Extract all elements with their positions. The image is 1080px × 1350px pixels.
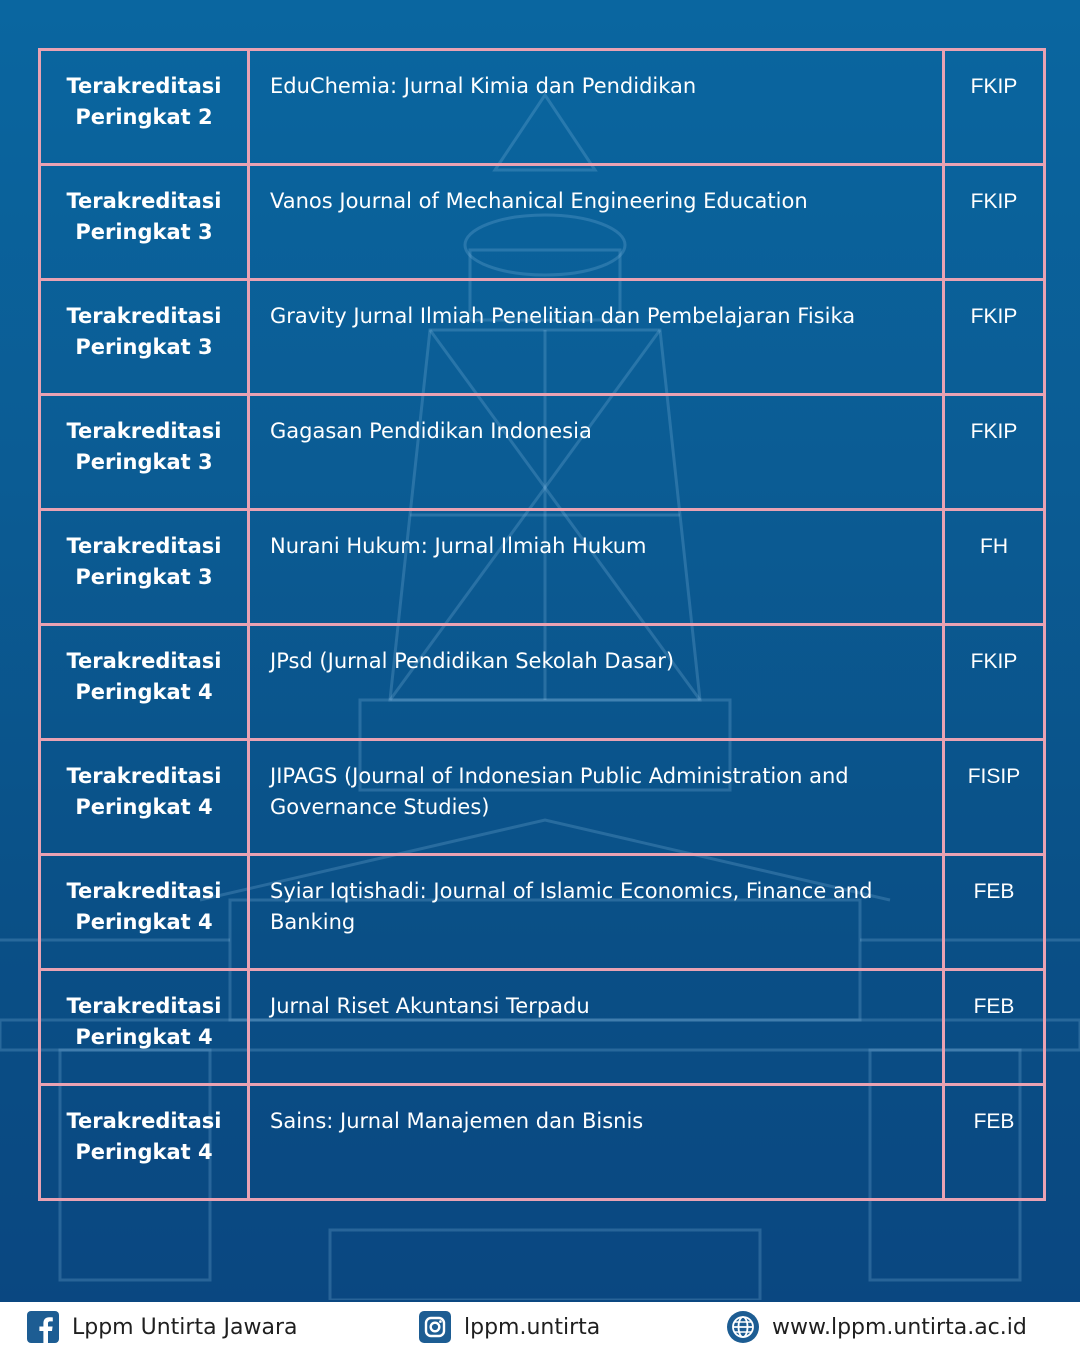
rank-line-1: Terakreditasi <box>66 994 222 1018</box>
journal-cell <box>249 50 944 165</box>
table-row <box>40 855 1045 970</box>
website-label: www.lppm.untirta.ac.id <box>772 1314 1027 1340</box>
rank-label <box>41 971 247 1053</box>
faculty-label: FKIP <box>970 650 1018 673</box>
journal-cell <box>249 395 944 510</box>
instagram-link[interactable] <box>418 1310 600 1344</box>
rank-line-1: Terakreditasi <box>66 534 222 558</box>
faculty-cell <box>944 50 1045 165</box>
journal-cell <box>249 740 944 855</box>
rank-line-1: Terakreditasi <box>66 1109 222 1133</box>
rank-cell <box>40 280 249 395</box>
table-row <box>40 625 1045 740</box>
faculty-label: FISIP <box>967 765 1021 788</box>
journal-cell <box>249 510 944 625</box>
journal-cell <box>249 280 944 395</box>
table-row <box>40 165 1045 280</box>
rank-line-2: Peringkat 4 <box>75 680 213 704</box>
rank-label <box>41 511 247 593</box>
rank-line-2: Peringkat 3 <box>75 450 213 474</box>
rank-line-2: Peringkat 4 <box>75 795 213 819</box>
rank-label <box>41 51 247 133</box>
rank-label <box>41 1086 247 1168</box>
journal-title: Jurnal Riset Akuntansi Terpadu <box>270 994 590 1018</box>
facebook-label: Lppm Untirta Jawara <box>72 1314 298 1340</box>
table-row <box>40 970 1045 1085</box>
rank-line-1: Terakreditasi <box>66 419 222 443</box>
accreditation-table <box>38 48 1046 1201</box>
faculty-cell <box>944 970 1045 1085</box>
rank-line-2: Peringkat 3 <box>75 335 213 359</box>
rank-line-2: Peringkat 4 <box>75 910 213 934</box>
rank-cell <box>40 50 249 165</box>
globe-icon <box>726 1310 760 1344</box>
faculty-cell <box>944 165 1045 280</box>
facebook-link[interactable] <box>26 1310 298 1344</box>
journal-title: Gravity Jurnal Ilmiah Penelitian dan Pembelajaran Fisika <box>270 304 856 328</box>
journal-cell <box>249 625 944 740</box>
rank-cell <box>40 740 249 855</box>
journal-title: JPsd (Jurnal Pendidikan Sekolah Dasar) <box>270 649 675 673</box>
table-row <box>40 510 1045 625</box>
journal-title: EduChemia: Jurnal Kimia dan Pendidikan <box>270 74 697 98</box>
faculty-label: FEB <box>973 995 1015 1018</box>
faculty-cell <box>944 740 1045 855</box>
rank-line-1: Terakreditasi <box>66 304 222 328</box>
faculty-label: FKIP <box>970 190 1018 213</box>
faculty-cell <box>944 855 1045 970</box>
rank-cell <box>40 855 249 970</box>
website-link[interactable] <box>726 1310 1027 1344</box>
rank-cell <box>40 970 249 1085</box>
faculty-cell <box>944 395 1045 510</box>
footer-bar <box>0 1302 1080 1350</box>
instagram-icon <box>418 1310 452 1344</box>
rank-line-1: Terakreditasi <box>66 649 222 673</box>
journal-title: Vanos Journal of Mechanical Engineering Education <box>270 189 808 213</box>
rank-line-1: Terakreditasi <box>66 189 222 213</box>
table-row <box>40 50 1045 165</box>
table-row <box>40 740 1045 855</box>
rank-line-2: Peringkat 3 <box>75 565 213 589</box>
rank-line-1: Terakreditasi <box>66 764 222 788</box>
journal-title: Nurani Hukum: Jurnal Ilmiah Hukum <box>270 534 647 558</box>
journal-cell <box>249 165 944 280</box>
faculty-label: FKIP <box>970 420 1018 443</box>
rank-label <box>41 741 247 823</box>
rank-line-2: Peringkat 4 <box>75 1140 213 1164</box>
rank-label <box>41 626 247 708</box>
rank-cell <box>40 1085 249 1200</box>
rank-label <box>41 396 247 478</box>
rank-cell <box>40 510 249 625</box>
rank-line-2: Peringkat 4 <box>75 1025 213 1049</box>
faculty-label: FKIP <box>970 305 1018 328</box>
faculty-cell <box>944 280 1045 395</box>
journal-title: Gagasan Pendidikan Indonesia <box>270 419 592 443</box>
rank-cell <box>40 625 249 740</box>
faculty-cell <box>944 1085 1045 1200</box>
rank-line-2: Peringkat 3 <box>75 220 213 244</box>
journal-title: Syiar Iqtishadi: Journal of Islamic Economics, Finance and Banking <box>270 879 873 934</box>
table-row <box>40 395 1045 510</box>
faculty-label: FEB <box>973 1110 1015 1133</box>
rank-label <box>41 166 247 248</box>
journal-cell <box>249 970 944 1085</box>
journal-title: Sains: Jurnal Manajemen dan Bisnis <box>270 1109 644 1133</box>
table-row <box>40 1085 1045 1200</box>
rank-cell <box>40 395 249 510</box>
instagram-label: lppm.untirta <box>464 1314 601 1340</box>
table-body <box>40 50 1045 1200</box>
rank-line-2: Peringkat 2 <box>75 105 213 129</box>
journal-cell <box>249 1085 944 1200</box>
faculty-label: FKIP <box>970 75 1018 98</box>
faculty-label: FEB <box>973 880 1015 903</box>
facebook-icon <box>26 1310 60 1344</box>
rank-label <box>41 856 247 938</box>
rank-line-1: Terakreditasi <box>66 879 222 903</box>
faculty-cell <box>944 510 1045 625</box>
faculty-cell <box>944 625 1045 740</box>
journal-cell <box>249 855 944 970</box>
rank-label <box>41 281 247 363</box>
faculty-label: FH <box>980 535 1008 558</box>
journal-title: JIPAGS (Journal of Indonesian Public Administration and Governance Studies) <box>270 764 849 819</box>
rank-line-1: Terakreditasi <box>66 74 222 98</box>
rank-cell <box>40 165 249 280</box>
table-row <box>40 280 1045 395</box>
